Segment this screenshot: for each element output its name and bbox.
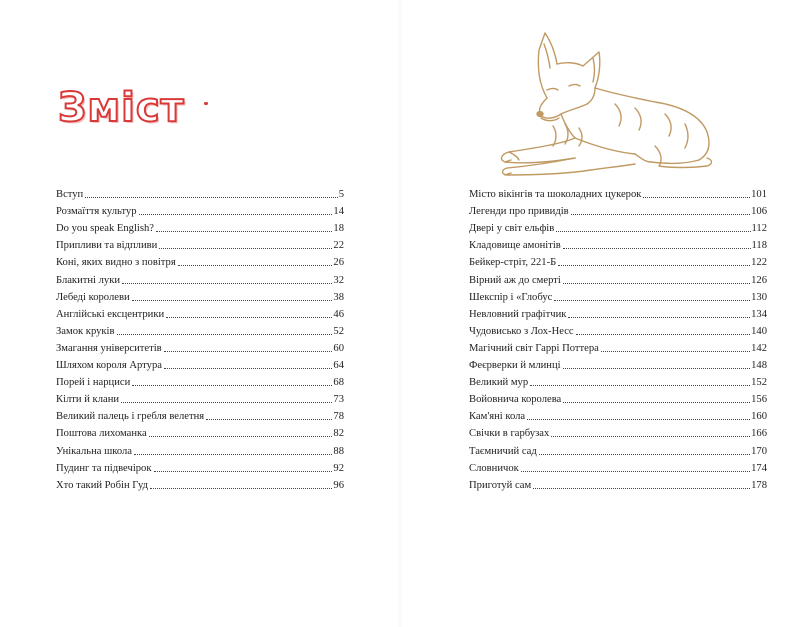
- toc-entry-title: Свічки в гарбузах: [469, 428, 550, 440]
- toc-entry: [469, 406, 767, 423]
- toc-entry-page: 88: [333, 445, 344, 457]
- toc-entry: [56, 458, 344, 475]
- toc-entry: [469, 184, 767, 201]
- toc-entry-title: Магічний світ Гаррі Поттера: [469, 342, 599, 354]
- toc-entry: [56, 184, 344, 201]
- toc-entry-page: 152: [751, 377, 767, 389]
- dot-leader: [563, 368, 751, 369]
- toc-entry-title: Феєрверки й млинці: [469, 360, 561, 372]
- toc-entry-page: 122: [751, 257, 767, 269]
- toc-entry-page: 18: [333, 223, 344, 235]
- dot-leader: [558, 265, 750, 266]
- toc-entry: [469, 235, 767, 252]
- toc-entry: [469, 440, 767, 457]
- toc-entry-title: Місто вікінгів та шоколадних цукерок: [469, 189, 642, 201]
- toc-entry: [469, 287, 767, 304]
- dog-head: [537, 33, 600, 121]
- toc-entry: [469, 355, 767, 372]
- toc-entry-title: Унікальна школа: [56, 445, 133, 457]
- toc-entry-title: Приготуй сам: [469, 479, 532, 491]
- toc-entry-page: 174: [751, 462, 767, 474]
- toc-entry-page: 118: [751, 240, 767, 252]
- toc-entry-page: 130: [751, 291, 767, 303]
- toc-entry-title: Поштова лихоманка: [56, 428, 147, 440]
- toc-entry-title: Войовнича королева: [469, 394, 562, 406]
- toc-entry-page: 5: [338, 189, 344, 201]
- dot-leader: [563, 283, 750, 284]
- toc-entry-title: Бейкер-стріт, 221-Б: [469, 257, 557, 269]
- dot-leader: [85, 197, 337, 198]
- toc-entry-title: Розмаїття культур: [56, 206, 137, 218]
- toc-entry-page: 126: [751, 274, 767, 286]
- toc-entry: [469, 201, 767, 218]
- dot-leader: [132, 385, 332, 386]
- dot-leader: [132, 300, 333, 301]
- dot-leader: [206, 419, 332, 420]
- toc-entry: [56, 287, 344, 304]
- toc-entry-page: 14: [333, 206, 344, 218]
- toc-entry-title: Словничок: [469, 462, 519, 474]
- toc-entry-page: 112: [751, 223, 767, 235]
- toc-entry-page: 73: [333, 394, 344, 406]
- dot-leader: [556, 231, 750, 232]
- toc-entry: [56, 304, 344, 321]
- toc-entry: [56, 218, 344, 235]
- toc-entry: [469, 269, 767, 286]
- dot-leader: [521, 471, 750, 472]
- toc-entry-title: Шекспір і «Глобус: [469, 291, 553, 303]
- toc-entry-title: Великий мур: [469, 377, 529, 389]
- right-page: [400, 0, 800, 627]
- toc-entry: [56, 475, 344, 492]
- toc-entry-page: 140: [751, 325, 767, 337]
- toc-entry-title: Кілти й клани: [56, 394, 120, 406]
- toc-entry: [56, 423, 344, 440]
- toc-entry-page: 156: [751, 394, 767, 406]
- contents-title: Зміст: [58, 85, 185, 131]
- toc-entry-page: 106: [751, 206, 767, 218]
- dot-leader: [164, 368, 332, 369]
- decorative-dot: [204, 102, 208, 105]
- toc-entry: [469, 304, 767, 321]
- toc-entry: [56, 201, 344, 218]
- toc-right-column: [469, 184, 767, 492]
- dot-leader: [178, 265, 333, 266]
- toc-entry-page: 170: [751, 445, 767, 457]
- dot-leader: [117, 334, 333, 335]
- toc-entry: [56, 372, 344, 389]
- toc-entry-title: Чудовисько з Лох-Несс: [469, 325, 574, 337]
- toc-entry-title: Порей і нарциси: [56, 377, 131, 389]
- toc-entry-title: Шляхом короля Артура: [56, 360, 162, 372]
- dot-leader: [571, 214, 750, 215]
- dot-leader: [539, 454, 750, 455]
- toc-entry: [469, 372, 767, 389]
- dot-leader: [530, 385, 750, 386]
- toc-entry-page: 32: [333, 274, 344, 286]
- toc-left-column: [56, 184, 344, 492]
- corgi-dog-illustration: [495, 28, 725, 178]
- dot-leader: [533, 488, 750, 489]
- dot-leader: [134, 454, 332, 455]
- toc-entry: [56, 252, 344, 269]
- toc-entry-title: Змагання університетів: [56, 342, 162, 354]
- toc-entry-title: Лебеді королеви: [56, 291, 130, 303]
- toc-entry-title: Блакитні луки: [56, 274, 121, 286]
- dot-leader: [121, 402, 332, 403]
- dot-leader: [164, 351, 333, 352]
- toc-entry-title: Кладовище амонітів: [469, 240, 561, 252]
- toc-entry: [469, 458, 767, 475]
- toc-entry-page: 92: [333, 462, 344, 474]
- dot-leader: [154, 471, 333, 472]
- toc-entry-page: 101: [751, 189, 767, 201]
- toc-entry-page: 142: [751, 342, 767, 354]
- toc-entry-title: Великий палець і гребля велетня: [56, 411, 205, 423]
- dot-leader: [156, 231, 332, 232]
- dot-leader: [563, 402, 750, 403]
- dot-leader: [551, 436, 750, 437]
- toc-entry-title: Do you speak English?: [56, 223, 154, 235]
- dot-leader: [150, 488, 332, 489]
- toc-entry-page: 64: [333, 360, 344, 372]
- toc-entry-page: 46: [333, 308, 344, 320]
- dot-leader: [139, 214, 333, 215]
- toc-entry-page: 148: [751, 360, 767, 372]
- toc-entry-title: Невловний графітчик: [469, 308, 567, 320]
- toc-entry: [469, 423, 767, 440]
- toc-entry-title: Хто такий Робін Гуд: [56, 479, 148, 491]
- dot-leader: [122, 283, 332, 284]
- toc-entry-page: 166: [751, 428, 767, 440]
- dot-leader: [568, 317, 750, 318]
- dot-leader: [527, 419, 750, 420]
- toc-entry: [56, 406, 344, 423]
- toc-entry-page: 160: [751, 411, 767, 423]
- toc-entry-title: Двері у світ ельфів: [469, 223, 555, 235]
- toc-entry-page: 68: [333, 377, 344, 389]
- toc-entry-page: 134: [751, 308, 767, 320]
- toc-entry-page: 60: [333, 342, 344, 354]
- toc-entry-page: 38: [333, 291, 344, 303]
- toc-entry-page: 26: [333, 257, 344, 269]
- dot-leader: [576, 334, 751, 335]
- toc-entry: [56, 269, 344, 286]
- dot-leader: [554, 300, 750, 301]
- toc-entry-title: Вступ: [56, 189, 84, 201]
- toc-entry-title: Замок круків: [56, 325, 115, 337]
- toc-entry-title: Коні, яких видно з повітря: [56, 257, 176, 269]
- toc-entry: [56, 235, 344, 252]
- toc-entry-title: Кам'яні кола: [469, 411, 526, 423]
- dog-body: [553, 88, 709, 163]
- toc-entry-page: 82: [333, 428, 344, 440]
- toc-entry: [469, 338, 767, 355]
- toc-entry-page: 96: [333, 479, 344, 491]
- toc-entry: [56, 355, 344, 372]
- toc-entry-title: Припливи та відпливи: [56, 240, 158, 252]
- toc-entry: [56, 338, 344, 355]
- toc-entry-title: Вірний аж до смерті: [469, 274, 561, 286]
- toc-entry: [469, 475, 767, 492]
- toc-entry-title: Легенди про привидів: [469, 206, 569, 218]
- dot-leader: [563, 248, 751, 249]
- toc-entry-title: Англійські ексцентрики: [56, 308, 165, 320]
- dot-leader: [643, 197, 750, 198]
- toc-entry-page: 22: [333, 240, 344, 252]
- toc-entry-page: 78: [333, 411, 344, 423]
- dot-leader: [149, 436, 333, 437]
- toc-entry: [469, 218, 767, 235]
- toc-entry: [56, 321, 344, 338]
- toc-entry-page: 178: [751, 479, 767, 491]
- toc-entry-page: 52: [333, 325, 344, 337]
- toc-entry: [469, 252, 767, 269]
- dog-legs: [502, 138, 712, 175]
- dot-leader: [601, 351, 750, 352]
- toc-entry: [56, 440, 344, 457]
- dot-leader: [166, 317, 332, 318]
- dot-leader: [159, 248, 332, 249]
- toc-entry: [469, 321, 767, 338]
- toc-entry: [56, 389, 344, 406]
- toc-entry-title: Пудинг та підвечірок: [56, 462, 152, 474]
- toc-entry: [469, 389, 767, 406]
- toc-entry-title: Таємничий сад: [469, 445, 537, 457]
